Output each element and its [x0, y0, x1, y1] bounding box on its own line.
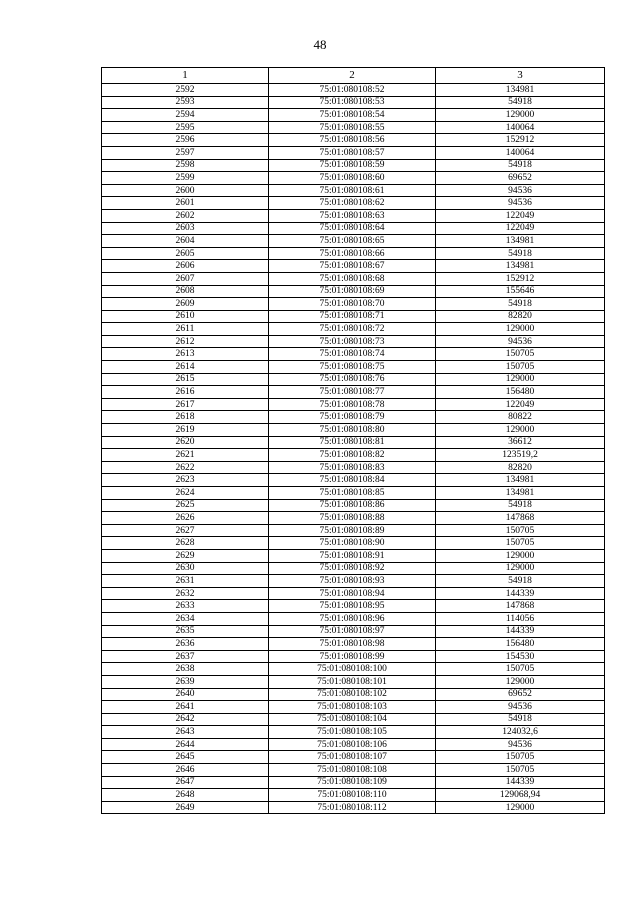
row-number-cell: 2620: [102, 436, 269, 449]
row-number-cell: 2645: [102, 751, 269, 764]
row-number-cell: 2624: [102, 487, 269, 500]
table-row: [102, 109, 605, 122]
value-cell: 94536: [436, 335, 605, 348]
value-cell: 144339: [436, 587, 605, 600]
value-cell: 129000: [436, 562, 605, 575]
value-cell: 36612: [436, 436, 605, 449]
value-cell: 54918: [436, 96, 605, 109]
value-cell: 134981: [436, 474, 605, 487]
table-row: [102, 134, 605, 147]
cadastral-number-cell: 75:01:080108:54: [269, 109, 436, 122]
table-row: [102, 348, 605, 361]
cadastral-number-cell: 75:01:080108:56: [269, 134, 436, 147]
value-cell: 54918: [436, 713, 605, 726]
row-number-cell: 2641: [102, 701, 269, 714]
table-row: [102, 713, 605, 726]
table-row: [102, 688, 605, 701]
value-cell: 150705: [436, 764, 605, 777]
cadastral-number-cell: 75:01:080108:53: [269, 96, 436, 109]
table-row: [102, 298, 605, 311]
table-row: [102, 738, 605, 751]
cadastral-number-cell: 75:01:080108:94: [269, 587, 436, 600]
row-number-cell: 2604: [102, 235, 269, 248]
cadastral-number-cell: 75:01:080108:86: [269, 499, 436, 512]
value-cell: 94536: [436, 701, 605, 714]
value-cell: 152912: [436, 134, 605, 147]
cadastral-number-cell: 75:01:080108:72: [269, 323, 436, 336]
row-number-cell: 2640: [102, 688, 269, 701]
table-row: [102, 159, 605, 172]
table-row: [102, 562, 605, 575]
table-row: [102, 260, 605, 273]
row-number-cell: 2648: [102, 789, 269, 802]
cadastral-number-cell: 75:01:080108:65: [269, 235, 436, 248]
table-header-row: [102, 68, 605, 84]
cadastral-number-cell: 75:01:080108:80: [269, 424, 436, 437]
value-cell: 54918: [436, 575, 605, 588]
column-header-1: 1: [102, 68, 269, 84]
table-row: [102, 96, 605, 109]
value-cell: 82820: [436, 461, 605, 474]
cadastral-number-cell: 75:01:080108:68: [269, 272, 436, 285]
cadastral-number-cell: 75:01:080108:105: [269, 726, 436, 739]
table-row: [102, 172, 605, 185]
table-row: [102, 398, 605, 411]
cadastral-number-cell: 75:01:080108:73: [269, 335, 436, 348]
value-cell: 114056: [436, 612, 605, 625]
table-row: [102, 663, 605, 676]
row-number-cell: 2642: [102, 713, 269, 726]
table-row: [102, 638, 605, 651]
value-cell: 129000: [436, 109, 605, 122]
row-number-cell: 2644: [102, 738, 269, 751]
row-number-cell: 2649: [102, 801, 269, 814]
table-row: [102, 222, 605, 235]
cadastral-number-cell: 75:01:080108:102: [269, 688, 436, 701]
row-number-cell: 2600: [102, 184, 269, 197]
row-number-cell: 2612: [102, 335, 269, 348]
cadastral-number-cell: 75:01:080108:108: [269, 764, 436, 777]
table-row: [102, 587, 605, 600]
cadastral-number-cell: 75:01:080108:91: [269, 549, 436, 562]
table-row: [102, 801, 605, 814]
cadastral-number-cell: 75:01:080108:74: [269, 348, 436, 361]
row-number-cell: 2616: [102, 386, 269, 399]
row-number-cell: 2592: [102, 84, 269, 97]
value-cell: 150705: [436, 524, 605, 537]
table-row: [102, 449, 605, 462]
value-cell: 69652: [436, 688, 605, 701]
cadastral-number-cell: 75:01:080108:63: [269, 209, 436, 222]
row-number-cell: 2632: [102, 587, 269, 600]
table-row: [102, 247, 605, 260]
row-number-cell: 2607: [102, 272, 269, 285]
table-row: [102, 764, 605, 777]
row-number-cell: 2622: [102, 461, 269, 474]
cadastral-number-cell: 75:01:080108:110: [269, 789, 436, 802]
row-number-cell: 2596: [102, 134, 269, 147]
value-cell: 134981: [436, 235, 605, 248]
column-header-2: 2: [269, 68, 436, 84]
value-cell: 155646: [436, 285, 605, 298]
table-row: [102, 512, 605, 525]
table-row: [102, 524, 605, 537]
value-cell: 123519,2: [436, 449, 605, 462]
value-cell: 54918: [436, 298, 605, 311]
table-row: [102, 499, 605, 512]
table-row: [102, 701, 605, 714]
table-row: [102, 411, 605, 424]
cadastral-number-cell: 75:01:080108:59: [269, 159, 436, 172]
row-number-cell: 2638: [102, 663, 269, 676]
row-number-cell: 2610: [102, 310, 269, 323]
cadastral-number-cell: 75:01:080108:97: [269, 625, 436, 638]
value-cell: 134981: [436, 487, 605, 500]
row-number-cell: 2602: [102, 209, 269, 222]
value-cell: 150705: [436, 663, 605, 676]
row-number-cell: 2646: [102, 764, 269, 777]
row-number-cell: 2639: [102, 675, 269, 688]
cadastral-number-cell: 75:01:080108:69: [269, 285, 436, 298]
table-row: [102, 751, 605, 764]
value-cell: 150705: [436, 537, 605, 550]
cadastral-number-cell: 75:01:080108:67: [269, 260, 436, 273]
value-cell: 156480: [436, 386, 605, 399]
value-cell: 122049: [436, 222, 605, 235]
row-number-cell: 2635: [102, 625, 269, 638]
cadastral-number-cell: 75:01:080108:52: [269, 84, 436, 97]
cadastral-table: [101, 67, 605, 814]
row-number-cell: 2613: [102, 348, 269, 361]
row-number-cell: 2595: [102, 121, 269, 134]
value-cell: 147868: [436, 600, 605, 613]
cadastral-number-cell: 75:01:080108:64: [269, 222, 436, 235]
cadastral-number-cell: 75:01:080108:75: [269, 361, 436, 374]
table-row: [102, 310, 605, 323]
value-cell: 134981: [436, 260, 605, 273]
cadastral-number-cell: 75:01:080108:76: [269, 373, 436, 386]
table-row: [102, 373, 605, 386]
cadastral-number-cell: 75:01:080108:98: [269, 638, 436, 651]
row-number-cell: 2611: [102, 323, 269, 336]
value-cell: 94536: [436, 184, 605, 197]
cadastral-number-cell: 75:01:080108:107: [269, 751, 436, 764]
row-number-cell: 2634: [102, 612, 269, 625]
row-number-cell: 2633: [102, 600, 269, 613]
row-number-cell: 2621: [102, 449, 269, 462]
row-number-cell: 2601: [102, 197, 269, 210]
table-row: [102, 235, 605, 248]
table-row: [102, 436, 605, 449]
value-cell: 94536: [436, 738, 605, 751]
value-cell: 129000: [436, 323, 605, 336]
table-row: [102, 612, 605, 625]
row-number-cell: 2647: [102, 776, 269, 789]
table-row: [102, 323, 605, 336]
table-row: [102, 575, 605, 588]
cadastral-number-cell: 75:01:080108:92: [269, 562, 436, 575]
value-cell: 54918: [436, 159, 605, 172]
table-row: [102, 361, 605, 374]
row-number-cell: 2605: [102, 247, 269, 260]
value-cell: 129000: [436, 373, 605, 386]
table-row: [102, 84, 605, 97]
row-number-cell: 2614: [102, 361, 269, 374]
value-cell: 129000: [436, 675, 605, 688]
value-cell: 150705: [436, 348, 605, 361]
cadastral-number-cell: 75:01:080108:82: [269, 449, 436, 462]
value-cell: 154530: [436, 650, 605, 663]
value-cell: 54918: [436, 247, 605, 260]
row-number-cell: 2625: [102, 499, 269, 512]
cadastral-number-cell: 75:01:080108:104: [269, 713, 436, 726]
cadastral-number-cell: 75:01:080108:90: [269, 537, 436, 550]
page-number: 48: [313, 37, 327, 52]
row-number-cell: 2598: [102, 159, 269, 172]
cadastral-number-cell: 75:01:080108:83: [269, 461, 436, 474]
table-row: [102, 424, 605, 437]
value-cell: 152912: [436, 272, 605, 285]
table-row: [102, 789, 605, 802]
row-number-cell: 2603: [102, 222, 269, 235]
cadastral-number-cell: 75:01:080108:95: [269, 600, 436, 613]
table-row: [102, 386, 605, 399]
row-number-cell: 2619: [102, 424, 269, 437]
row-number-cell: 2599: [102, 172, 269, 185]
cadastral-number-cell: 75:01:080108:89: [269, 524, 436, 537]
row-number-cell: 2623: [102, 474, 269, 487]
cadastral-number-cell: 75:01:080108:103: [269, 701, 436, 714]
value-cell: 140064: [436, 121, 605, 134]
row-number-cell: 2609: [102, 298, 269, 311]
table-row: [102, 549, 605, 562]
value-cell: 82820: [436, 310, 605, 323]
value-cell: 140064: [436, 146, 605, 159]
row-number-cell: 2631: [102, 575, 269, 588]
cadastral-number-cell: 75:01:080108:81: [269, 436, 436, 449]
cadastral-number-cell: 75:01:080108:100: [269, 663, 436, 676]
cadastral-number-cell: 75:01:080108:106: [269, 738, 436, 751]
value-cell: 129000: [436, 549, 605, 562]
value-cell: 69652: [436, 172, 605, 185]
value-cell: 122049: [436, 398, 605, 411]
row-number-cell: 2643: [102, 726, 269, 739]
cadastral-number-cell: 75:01:080108:78: [269, 398, 436, 411]
table-row: [102, 675, 605, 688]
cadastral-number-cell: 75:01:080108:112: [269, 801, 436, 814]
table-row: [102, 121, 605, 134]
table-body: [102, 84, 605, 814]
row-number-cell: 2606: [102, 260, 269, 273]
value-cell: 129000: [436, 424, 605, 437]
row-number-cell: 2637: [102, 650, 269, 663]
cadastral-number-cell: 75:01:080108:55: [269, 121, 436, 134]
row-number-cell: 2593: [102, 96, 269, 109]
cadastral-number-cell: 75:01:080108:101: [269, 675, 436, 688]
row-number-cell: 2629: [102, 549, 269, 562]
cadastral-number-cell: 75:01:080108:66: [269, 247, 436, 260]
row-number-cell: 2630: [102, 562, 269, 575]
cadastral-number-cell: 75:01:080108:61: [269, 184, 436, 197]
value-cell: 150705: [436, 751, 605, 764]
value-cell: 144339: [436, 625, 605, 638]
value-cell: 94536: [436, 197, 605, 210]
column-header-3: 3: [436, 68, 605, 84]
value-cell: 54918: [436, 499, 605, 512]
cadastral-number-cell: 75:01:080108:93: [269, 575, 436, 588]
cadastral-number-cell: 75:01:080108:70: [269, 298, 436, 311]
row-number-cell: 2615: [102, 373, 269, 386]
value-cell: 80822: [436, 411, 605, 424]
table-row: [102, 209, 605, 222]
table-row: [102, 335, 605, 348]
table-row: [102, 272, 605, 285]
row-number-cell: 2636: [102, 638, 269, 651]
table-row: [102, 285, 605, 298]
value-cell: 134981: [436, 84, 605, 97]
value-cell: 147868: [436, 512, 605, 525]
table-row: [102, 184, 605, 197]
cadastral-number-cell: 75:01:080108:88: [269, 512, 436, 525]
cadastral-number-cell: 75:01:080108:79: [269, 411, 436, 424]
value-cell: 150705: [436, 361, 605, 374]
cadastral-number-cell: 75:01:080108:77: [269, 386, 436, 399]
row-number-cell: 2597: [102, 146, 269, 159]
value-cell: 122049: [436, 209, 605, 222]
value-cell: 144339: [436, 776, 605, 789]
value-cell: 124032,6: [436, 726, 605, 739]
table-row: [102, 146, 605, 159]
table-row: [102, 461, 605, 474]
cadastral-number-cell: 75:01:080108:57: [269, 146, 436, 159]
table-row: [102, 726, 605, 739]
table-row: [102, 197, 605, 210]
table-row: [102, 600, 605, 613]
row-number-cell: 2617: [102, 398, 269, 411]
row-number-cell: 2618: [102, 411, 269, 424]
table-row: [102, 487, 605, 500]
cadastral-number-cell: 75:01:080108:71: [269, 310, 436, 323]
table-row: [102, 650, 605, 663]
row-number-cell: 2627: [102, 524, 269, 537]
value-cell: 156480: [436, 638, 605, 651]
cadastral-number-cell: 75:01:080108:60: [269, 172, 436, 185]
value-cell: 129000: [436, 801, 605, 814]
table-row: [102, 537, 605, 550]
table-row: [102, 625, 605, 638]
row-number-cell: 2628: [102, 537, 269, 550]
cadastral-number-cell: 75:01:080108:109: [269, 776, 436, 789]
cadastral-number-cell: 75:01:080108:99: [269, 650, 436, 663]
value-cell: 129068,94: [436, 789, 605, 802]
row-number-cell: 2594: [102, 109, 269, 122]
table-row: [102, 474, 605, 487]
row-number-cell: 2626: [102, 512, 269, 525]
row-number-cell: 2608: [102, 285, 269, 298]
table-row: [102, 776, 605, 789]
cadastral-number-cell: 75:01:080108:62: [269, 197, 436, 210]
cadastral-number-cell: 75:01:080108:85: [269, 487, 436, 500]
cadastral-number-cell: 75:01:080108:84: [269, 474, 436, 487]
cadastral-number-cell: 75:01:080108:96: [269, 612, 436, 625]
